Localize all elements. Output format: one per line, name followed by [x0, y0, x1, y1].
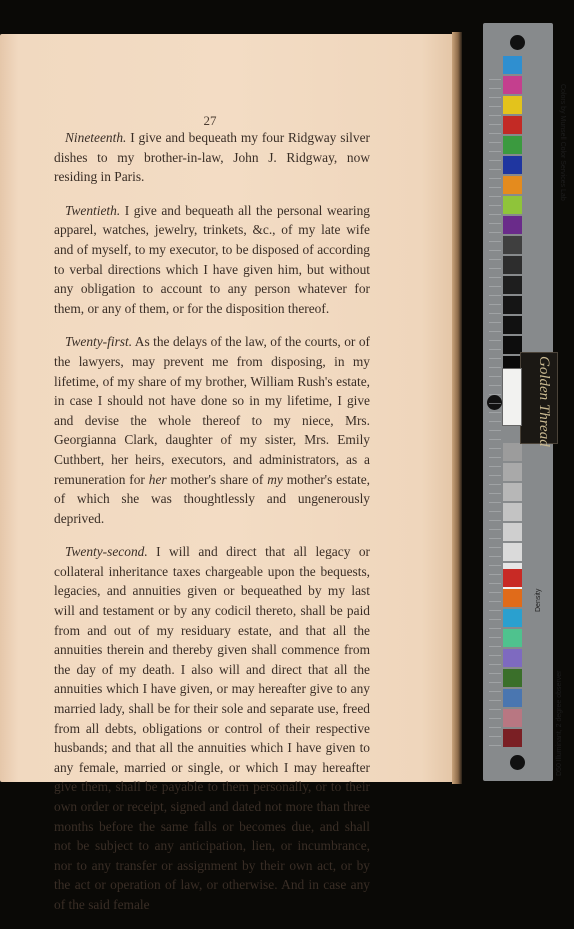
- paragraph-text: I give and bequeath my four Ridgway silver dishes to my brother-in-law, John J. Ridgway, now residing in Paris.: [54, 130, 370, 185]
- color-patch: [503, 96, 522, 114]
- color-patch: [503, 136, 522, 154]
- color-patch: [503, 689, 522, 707]
- paragraph-text: mother's estate, of which she was thoughtlessly and ungenerously deprived.: [54, 471, 370, 526]
- color-patch: [503, 649, 522, 667]
- color-patch: [503, 296, 522, 314]
- color-patch: [503, 463, 522, 481]
- paragraph-twenty-second: [54, 542, 370, 914]
- target-hole-bottom: [510, 755, 525, 770]
- color-patch: [503, 523, 522, 541]
- color-patch: [503, 669, 522, 687]
- paragraph-label: Nineteenth.: [65, 130, 127, 145]
- paragraph-twenty-first: [54, 332, 370, 528]
- paragraph-label: Twentieth.: [65, 202, 121, 218]
- color-patch: [503, 76, 522, 94]
- paragraph-nineteenth: [54, 128, 370, 187]
- color-patch: [503, 156, 522, 174]
- color-patch: [503, 196, 522, 214]
- illuminant-label: D50 Illuminant, 2 degree observer: [556, 670, 563, 776]
- paragraph-label: Twenty-second.: [65, 544, 148, 560]
- emphasis-her: her: [148, 471, 167, 487]
- color-patch: [503, 609, 522, 627]
- color-patch: [503, 729, 522, 747]
- density-label: Density: [535, 588, 542, 612]
- color-patch: [503, 116, 522, 134]
- density-scale: [489, 79, 501, 747]
- color-patch: [503, 316, 522, 334]
- paragraph-text: mother's share of: [166, 471, 268, 487]
- color-patch: [503, 216, 522, 234]
- color-patch: [503, 276, 522, 294]
- color-patch: [503, 629, 522, 647]
- target-hole-top: [510, 35, 525, 50]
- color-patch: [503, 483, 522, 501]
- color-patch: [503, 589, 522, 607]
- brand-label: Colors by Munsell Color Services Lab: [559, 84, 566, 201]
- paragraph-text: As the delays of the law, of the courts, or of the lawyers, may prevent me from disposing, in my lifetime, of my share of my brother, William Rush's estate, in case I should not have done so in my lifetime, I give and devise the whole thereof to my niece, Mrs. Georgianna Clark, daughter of my sister, Mrs. Emily Cuthbert, her heirs, executors, and administrators, as a remuneration for: [54, 334, 370, 487]
- golden-thread-label: Golden Thread: [536, 356, 552, 447]
- color-patch: [503, 709, 522, 727]
- emphasis-my: my: [267, 471, 283, 487]
- paragraph-text: I will and direct that all legacy or collateral inheritance taxes chargeable upon the bequests, legacies, and annuities given or bequeathed by my last will and testament or by any codicil thereto, shall be paid from and out of my residuary estate, and that all the annuities therein and thereby given shall commence from the day of my death. I also will and direct that all the annuities which I have given, or may hereafter give to any married lady, shall be for their sole and separate use, freed from all debts, obligations or control of their respective husbands; and that all the annuities which I have given to any female, married or single, or which I may hereafter give them, shall be payable to them personally, or to their own order or receipt, signed and dated not more than three months before the same falls or becomes due, and shall not be subject to any anticipation, lien, or incumbrance, nor to any transfer or assignment by their own act, or by the act or operation of law, or otherwise. And in case any of the said female: [54, 544, 370, 912]
- page-body: [54, 128, 370, 929]
- color-patch: [503, 503, 522, 521]
- color-patch: [503, 569, 522, 587]
- target-card: [502, 368, 522, 426]
- paragraph-label: Twenty-first.: [65, 334, 133, 350]
- color-patch: [503, 543, 522, 561]
- page-number: 27: [203, 113, 217, 128]
- color-patch: [503, 256, 522, 274]
- color-patch: [503, 56, 522, 74]
- paragraph-twentieth: [54, 201, 370, 319]
- page-edge: [452, 32, 462, 784]
- color-patch: [503, 236, 522, 254]
- paragraph-text: I give and bequeath all the personal wearing apparel, watches, jewelry, trinkets, &c., of my late wife and of myself, to my executor, to be disposed of according to verbal directions which I have given him, but without any obligation to account to any person whatever for them, or any of them, or for the disposition thereof.: [54, 202, 370, 316]
- color-patch: [503, 176, 522, 194]
- color-patch: [503, 443, 522, 461]
